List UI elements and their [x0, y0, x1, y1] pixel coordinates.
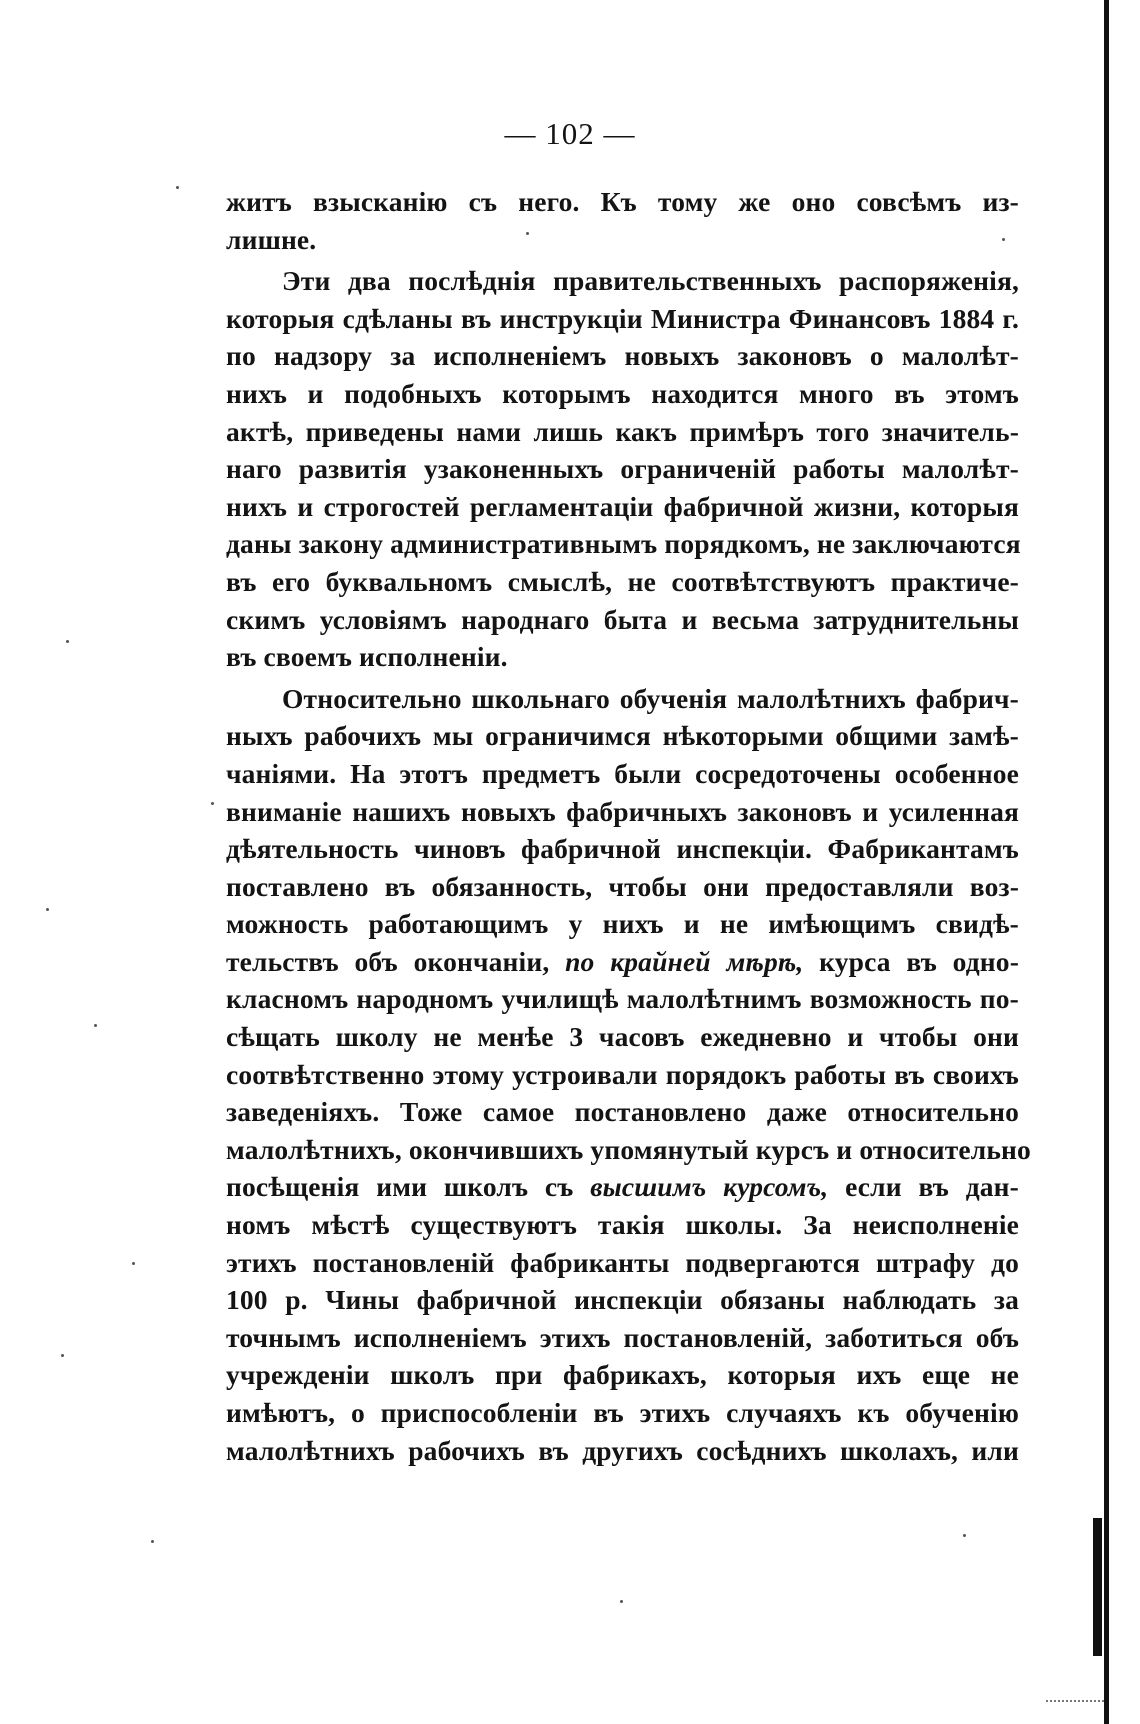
text-line: поставлено въ обязанность, чтобы они предоставляли воз- [226, 870, 1019, 902]
scan-speck [66, 640, 69, 643]
text-line: наго развитія узаконенныхъ ограниченій работы малолѣт- [226, 453, 1019, 485]
text-line: соотвѣтственно этому устроивали порядокъ работы въ своихъ [226, 1058, 1019, 1090]
page-edge-shadow [1104, 0, 1109, 1724]
page-edge-mark [1093, 1518, 1102, 1656]
scan-speck [61, 1354, 64, 1357]
scan-speck [151, 1540, 154, 1543]
paragraph-start-line: Эти два послѣднія правительственныхъ распоряженія, [282, 265, 1019, 297]
italic-phrase: высшимъ курсомъ, [590, 1171, 829, 1203]
text-line: малолѣтнихъ, окончившихъ упомянутый курсъ и относительно [226, 1133, 1031, 1165]
text-line: этихъ постановленій фабриканты подвергаются штрафу до [226, 1246, 1019, 1278]
scan-speck [176, 186, 179, 189]
text-line: класномъ народномъ училищѣ малолѣтнимъ возможность по- [226, 983, 1019, 1015]
text-line: дѣятельность чиновъ фабричной инспекціи. Фабрикантамъ [226, 833, 1019, 865]
line-segment: посѣщенія ими школъ съ [226, 1171, 574, 1203]
text-line: въ своемъ исполненіи. [226, 641, 508, 673]
text-line-with-italic [226, 943, 1019, 981]
text-line: номъ мѣстѣ существуютъ такія школы. За неисполненіе [226, 1209, 1019, 1241]
text-line: чаніями. На этотъ предметъ были сосредоточены особенное [226, 757, 1019, 789]
text-line: точнымъ исполненіемъ этихъ постановленій, заботиться объ [226, 1321, 1019, 1353]
text-line: по надзору за исполненіемъ новыхъ законовъ о малолѣт- [226, 340, 1019, 372]
text-line: актѣ, приведены нами лишь какъ примѣръ того значитель- [226, 415, 1019, 447]
scan-speck [94, 1024, 97, 1027]
text-line: имѣютъ, о приспособленіи въ этихъ случаяхъ къ обученію [226, 1397, 1019, 1428]
scan-speck [963, 1534, 966, 1537]
text-line: даны закону административнымъ порядкомъ, не заключаются [226, 528, 1021, 560]
paragraph-start-line: Относительно школьнаго обученія малолѣтнихъ фабрич- [282, 682, 1019, 714]
text-line: малолѣтнихъ рабочихъ въ другихъ сосѣднихъ школахъ, или [226, 1434, 1019, 1466]
scan-speck [46, 908, 49, 911]
line-segment: тельствъ объ окончаніи, [226, 945, 550, 977]
scan-speck [132, 1262, 135, 1265]
page-number: — 102 — [504, 116, 636, 151]
text-line: житъ взысканію съ него. Къ тому же оно совсѣмъ из- [226, 186, 1019, 217]
text-line: можность работающимъ у нихъ и не имѣющимъ свидѣ- [226, 908, 1019, 940]
text-line: лишне. [226, 223, 317, 255]
scan-artifact-dots [1046, 1700, 1104, 1702]
scan-speck [211, 802, 214, 805]
text-line-with-italic [226, 1168, 1019, 1206]
italic-phrase: по крайней мѣрѣ, [565, 945, 804, 977]
line-segment: если въ дан- [845, 1171, 1019, 1203]
scan-speck [620, 1600, 623, 1603]
scan-speck [526, 232, 529, 235]
text-line: нихъ и подобныхъ которымъ находится много въ этомъ [226, 377, 1019, 409]
text-line: ныхъ рабочихъ мы ограничимся нѣкоторыми общими замѣ- [226, 720, 1019, 752]
text-line: вниманіе нашихъ новыхъ фабричныхъ законовъ и усиленная [226, 795, 1019, 827]
text-line: 100 р. Чины фабричной инспекціи обязаны наблюдать за [226, 1284, 1019, 1316]
text-line: въ его буквальномъ смыслѣ, не соотвѣтствуютъ практиче- [226, 565, 1019, 597]
text-line: сѣщать школу не менѣе 3 часовъ ежедневно и чтобы они [226, 1021, 1019, 1053]
text-line: нихъ и строгостей регламентаціи фабричной жизни, которыя [226, 490, 1019, 522]
body-text [226, 183, 1031, 1469]
text-line: учрежденіи школъ при фабрикахъ, которыя ихъ еще не [226, 1359, 1019, 1391]
scan-speck [1002, 238, 1005, 241]
text-line: которыя сдѣланы въ инструкціи Министра Финансовъ 1884 г. [226, 302, 1019, 334]
text-line: скимъ условіямъ народнаго быта и весьма затруднительны [226, 603, 1019, 635]
text-line: заведеніяхъ. Тоже самое постановлено даже относительно [226, 1096, 1019, 1128]
line-segment: курса въ одно- [819, 945, 1020, 977]
